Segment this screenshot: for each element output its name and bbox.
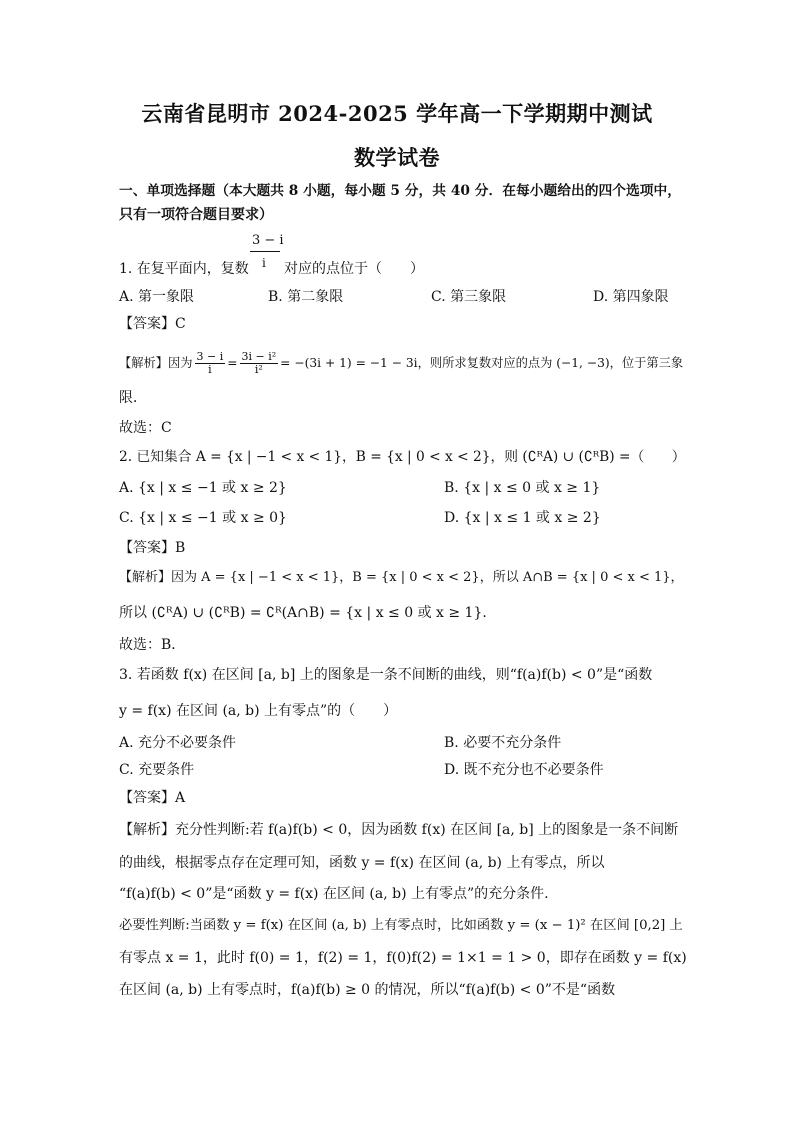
q2-option-a: A. {x | x ≤ −1 或 x ≥ 2} — [119, 480, 287, 496]
q1-frac-numerator: 3 − i — [252, 233, 284, 248]
q1-analysis-frac1-num: 3 − i — [196, 350, 224, 363]
q1-stem-pre: 1. 在复平面内，复数 — [119, 261, 249, 277]
q3-analysis-line3: “f(a)f(b) < 0”是“函数 y = f(x) 在区间 (a, b) 上有零点”的充分条件. — [119, 886, 549, 902]
section-heading-line2: 只有一项符合题目要求） — [119, 207, 273, 223]
q2-analysis-line2: 所以 (∁ᴿA) ∪ (∁ᴿB) = ∁ᴿ(A∩B) = {x | x ≤ 0 或 x ≥ 1}. — [119, 605, 487, 621]
q1-analysis-frac2-num: 3i − i² — [241, 350, 277, 363]
q1-option-c: C. 第三象限 — [431, 289, 507, 305]
page-title: 云南省昆明市 2024-2025 学年高一下学期期中测试 — [141, 101, 653, 126]
q2-option-b: B. {x | x ≤ 0 或 x ≥ 1} — [444, 480, 601, 496]
q3-stem-line1: 3. 若函数 f(x) 在区间 [a, b] 上的图象是一条不间断的曲线，则“f(a)f(b) < 0”是“函数 — [119, 667, 653, 683]
q1-option-d: D. 第四象限 — [593, 289, 669, 305]
q1-analysis-mid: = −(3i + 1) = −1 − 3i，则所求复数对应的点为 (−1, −3)，位于第三象 — [280, 356, 684, 370]
q1-analysis-line2: 限． — [119, 390, 147, 406]
q3-analysis-line6: 在区间 (a, b) 上有零点时，f(a)f(b) ≥ 0 的情况，所以“f(a)f(b) < 0”不是“函数 — [119, 982, 616, 998]
q2-stem: 2. 已知集合 A = {x | −1 < x < 1}，B = {x | 0 < x < 2}，则 (∁ᴿA) ∪ (∁ᴿB) =（ ） — [119, 449, 686, 465]
q3-answer: 【答案】A — [119, 790, 186, 806]
q3-option-a: A. 充分不必要条件 — [119, 735, 237, 751]
q2-analysis-line1: 【解析】因为 A = {x | −1 < x < 1}，B = {x | 0 < x < 2}，所以 A∩B = {x | 0 < x < 1}， — [119, 570, 684, 585]
q3-option-d: D. 既不充分也不必要条件 — [444, 762, 604, 778]
q1-stem-post: 对应的点位于（ ） — [284, 261, 424, 277]
q1-frac-denominator: i — [262, 256, 266, 270]
q1-analysis-frac2 — [240, 351, 279, 376]
q3-option-b: B. 必要不充分条件 — [444, 735, 562, 751]
q1-option-a: A. 第一象限 — [119, 289, 195, 305]
q3-option-c: C. 充要条件 — [119, 762, 195, 778]
page-subtitle: 数学试卷 — [354, 145, 440, 170]
q1-analysis-frac1-den: i — [208, 363, 212, 376]
q2-choose: 故选：B． — [119, 637, 186, 653]
q2-option-c: C. {x | x ≤ −1 或 x ≥ 0} — [119, 510, 287, 526]
q1-analysis-frac2-den: i² — [254, 363, 263, 376]
q1-analysis-pre: 【解析】因为 — [119, 356, 193, 370]
q2-option-d: D. {x | x ≤ 1 或 x ≥ 2} — [444, 510, 601, 526]
q2-answer: 【答案】B — [119, 540, 186, 556]
section-heading-line1: 一、单项选择题（本大题共 8 小题，每小题 5 分，共 40 分．在每小题给出的四个选项中， — [119, 183, 681, 199]
q1-analysis-frac1 — [195, 351, 226, 376]
q3-analysis-line4: 必要性判断:当函数 y = f(x) 在区间 (a, b) 上有零点时，比如函数 y = (x − 1)² 在区间 [0,2] 上 — [119, 918, 683, 933]
q1-choose: 故选：C — [119, 420, 172, 436]
q1-option-b: B. 第二象限 — [268, 289, 344, 305]
q1-answer: 【答案】C — [119, 316, 186, 332]
q1-frac-bar — [250, 251, 280, 252]
q1-analysis-line1 — [119, 351, 683, 376]
q3-stem-line2: y = f(x) 在区间 (a, b) 上有零点”的（ ） — [119, 703, 398, 719]
q1-analysis-eq: = — [227, 356, 238, 370]
q3-analysis-line2: 的曲线，根据零点存在定理可知，函数 y = f(x) 在区间 (a, b) 上有零点，所以 — [119, 855, 605, 871]
q3-analysis-line1: 【解析】充分性判断:若 f(a)f(b) < 0，因为函数 f(x) 在区间 [a, b] 上的图象是一条不间断 — [119, 822, 679, 838]
q3-analysis-line5: 有零点 x = 1，此时 f(0) = 1，f(2) = 1，f(0)f(2) = 1×1 = 1 > 0，即存在函数 y = f(x) — [119, 950, 687, 966]
